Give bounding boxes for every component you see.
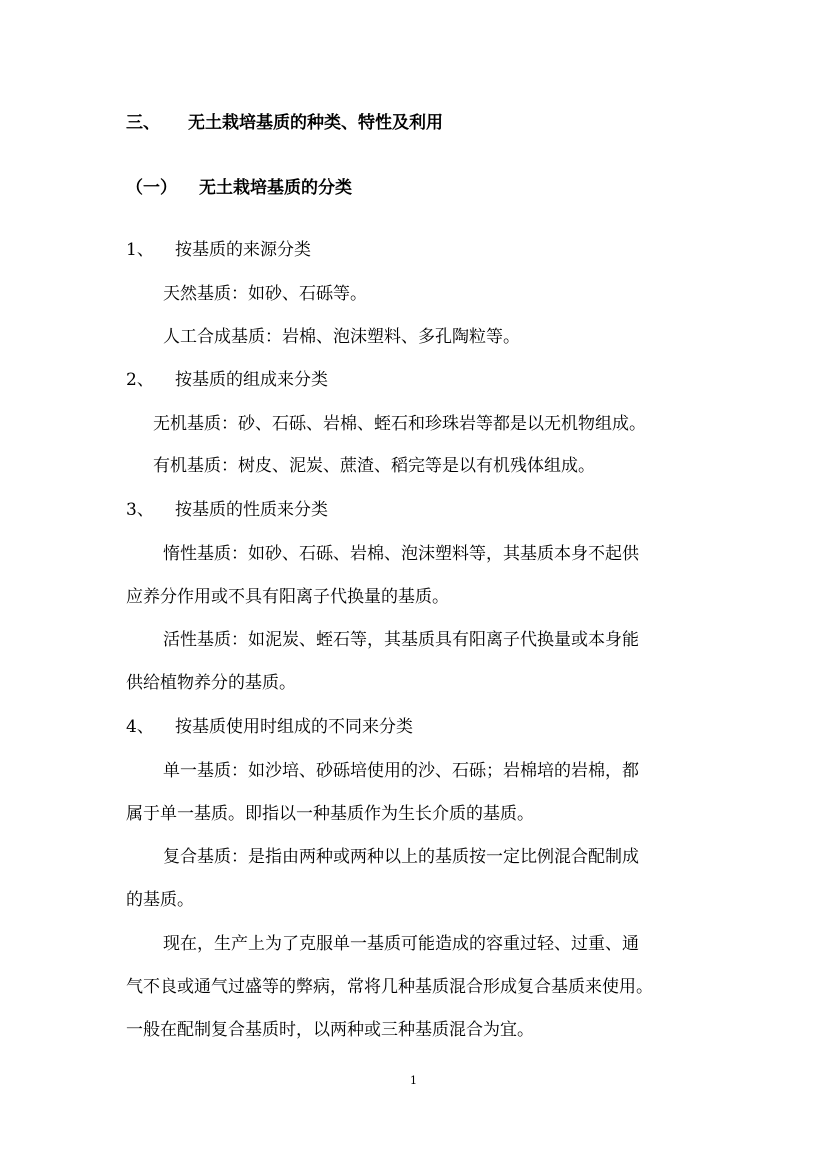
section-heading: [126, 717, 413, 737]
sub-heading-number: （一）: [126, 178, 177, 198]
section-number: 1、: [126, 240, 154, 260]
main-heading-text: 无土栽培基质的种类、特性及利用: [188, 113, 443, 133]
paragraph-line: 惰性基质：如砂、石砾、岩棉、泡沫塑料等，其基质本身不起供: [163, 544, 639, 564]
paragraph-line: 气不良或通气过盛等的弊病，常将几种基质混合形成复合基质来使用。: [126, 977, 653, 997]
page-number: 1: [410, 1074, 417, 1087]
section-number: 3、: [126, 500, 154, 520]
section-title: 按基质的来源分类: [175, 240, 311, 260]
main-heading: [126, 113, 443, 133]
paragraph-line: 人工合成基质：岩棉、泡沫塑料、多孔陶粒等。: [163, 327, 520, 347]
section-title: 按基质的组成来分类: [175, 370, 328, 390]
section-number: 2、: [126, 370, 154, 390]
section-heading: [126, 240, 311, 260]
paragraph-line: 活性基质：如泥炭、蛭石等，其基质具有阳离子代换量或本身能: [163, 630, 639, 650]
main-heading-number: 三、: [126, 113, 160, 133]
section-heading: [126, 370, 328, 390]
paragraph-line: 应养分作用或不具有阳离子代换量的基质。: [126, 587, 449, 607]
section-number: 4、: [126, 717, 154, 737]
paragraph-line: 属于单一基质。即指以一种基质作为生长介质的基质。: [126, 804, 534, 824]
paragraph-line: 的基质。: [126, 890, 194, 910]
section-heading: [126, 500, 328, 520]
paragraph-line: 复合基质：是指由两种或两种以上的基质按一定比例混合配制成: [163, 847, 639, 867]
paragraph-line: 单一基质：如沙培、砂砾培使用的沙、石砾；岩棉培的岩棉，都: [163, 761, 639, 781]
paragraph-line: 一般在配制复合基质时，以两种或三种基质混合为宜。: [126, 1020, 534, 1040]
section-title: 按基质的性质来分类: [175, 500, 328, 520]
section-title: 按基质使用时组成的不同来分类: [175, 717, 413, 737]
paragraph-line: 有机基质：树皮、泥炭、蔗渣、稻完等是以有机残体组成。: [153, 456, 595, 476]
paragraph-line: 现在，生产上为了克服单一基质可能造成的容重过轻、过重、通: [163, 934, 639, 954]
sub-heading: [126, 178, 352, 198]
paragraph-line: 无机基质：砂、石砾、岩棉、蛭石和珍珠岩等都是以无机物组成。: [153, 414, 646, 434]
paragraph-line: 供给植物养分的基质。: [126, 673, 296, 693]
paragraph-line: 天然基质：如砂、石砾等。: [163, 284, 367, 304]
sub-heading-text: 无土栽培基质的分类: [199, 178, 352, 198]
